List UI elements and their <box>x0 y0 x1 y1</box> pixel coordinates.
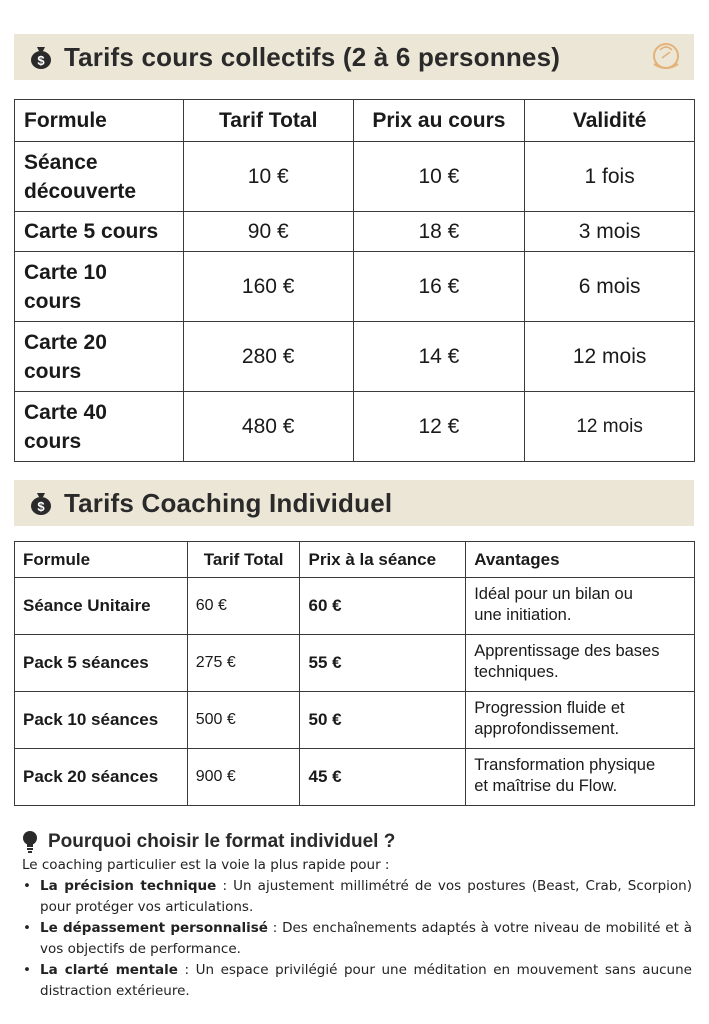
individual-coaching-table <box>14 541 695 806</box>
reasons-list <box>22 876 692 1002</box>
list-item: • La clarté mentale : Un espace privilégié pour une méditation en mouvement sans aucune distraction extérieure. <box>23 962 692 999</box>
per-class-price-cell: 14 € <box>353 322 525 392</box>
total-price-cell: 480 € <box>183 392 353 462</box>
formula-cell: Séance découverte <box>15 142 184 212</box>
total-price-cell: 60 € <box>187 578 300 635</box>
column-header: Formule <box>15 100 184 142</box>
individual-coaching-banner <box>14 480 694 526</box>
table-row <box>15 392 695 462</box>
svg-text:$: $ <box>37 53 45 68</box>
validity-cell: 12 mois <box>525 392 695 462</box>
money-bag-icon <box>28 44 54 70</box>
total-price-cell: 500 € <box>187 692 300 749</box>
table-row <box>15 212 695 252</box>
validity-cell: 12 mois <box>525 322 695 392</box>
column-header: Tarif Total <box>183 100 353 142</box>
per-session-price-cell: 50 € <box>300 692 466 749</box>
list-item: • Le dépassement personnalisé : Des enchaînements adaptés à votre niveau de mobilité et à vos objectifs de performance. <box>23 920 692 957</box>
svg-text:$: $ <box>37 499 45 514</box>
advantages-cell: Transformation physique et maîtrise du Flow. <box>466 749 695 806</box>
table-row <box>15 322 695 392</box>
table-row <box>15 578 695 635</box>
per-session-price-cell: 45 € <box>300 749 466 806</box>
total-price-cell: 275 € <box>187 635 300 692</box>
column-header: Avantages <box>466 542 695 578</box>
per-class-price-cell: 18 € <box>353 212 525 252</box>
formula-cell: Séance Unitaire <box>15 578 188 635</box>
formula-cell: Pack 5 séances <box>15 635 188 692</box>
lightbulb-icon <box>22 831 38 853</box>
collective-rates-banner <box>14 34 694 80</box>
collective-rates-title: Tarifs cours collectifs (2 à 6 personnes) <box>64 41 561 72</box>
table-row <box>15 749 695 806</box>
table-row <box>15 142 695 212</box>
table-row <box>15 252 695 322</box>
list-item: • La précision technique : Un ajustement millimétré de vos postures (Beast, Crab, Scorpion) pour protéger vos articulations. <box>23 878 692 915</box>
formula-cell: Carte 40 cours <box>15 392 184 462</box>
why-individual-section <box>22 831 692 1002</box>
table-row <box>15 635 695 692</box>
money-bag-icon <box>28 490 54 516</box>
total-price-cell: 90 € <box>183 212 353 252</box>
table-row <box>15 692 695 749</box>
total-price-cell: 900 € <box>187 749 300 806</box>
advantages-cell: Progression fluide et approfondissement. <box>466 692 695 749</box>
formula-cell: Carte 20 cours <box>15 322 184 392</box>
why-heading <box>22 831 692 853</box>
formula-cell: Carte 10 cours <box>15 252 184 322</box>
formula-cell: Carte 5 cours <box>15 212 184 252</box>
table-header-row <box>15 542 695 578</box>
logo-icon <box>644 38 688 76</box>
per-class-price-cell: 12 € <box>353 392 525 462</box>
per-class-price-cell: 16 € <box>353 252 525 322</box>
advantages-cell: Idéal pour un bilan ou une initiation. <box>466 578 695 635</box>
column-header: Prix au cours <box>353 100 525 142</box>
formula-cell: Pack 10 séances <box>15 692 188 749</box>
why-intro: Le coaching particulier est la voie la plus rapide pour : <box>22 857 390 873</box>
column-header: Prix à la séance <box>300 542 466 578</box>
per-session-price-cell: 60 € <box>300 578 466 635</box>
individual-coaching-title: Tarifs Coaching Individuel <box>64 487 393 518</box>
formula-cell: Pack 20 séances <box>15 749 188 806</box>
per-session-price-cell: 55 € <box>300 635 466 692</box>
why-heading-text: Pourquoi choisir le format individuel ? <box>48 831 396 852</box>
collective-rates-table <box>14 99 695 462</box>
total-price-cell: 10 € <box>183 142 353 212</box>
validity-cell: 6 mois <box>525 252 695 322</box>
advantages-cell: Apprentissage des bases techniques. <box>466 635 695 692</box>
table-header-row <box>15 100 695 142</box>
validity-cell: 3 mois <box>525 212 695 252</box>
column-header: Tarif Total <box>187 542 300 578</box>
total-price-cell: 160 € <box>183 252 353 322</box>
total-price-cell: 280 € <box>183 322 353 392</box>
per-class-price-cell: 10 € <box>353 142 525 212</box>
column-header: Formule <box>15 542 188 578</box>
validity-cell: 1 fois <box>525 142 695 212</box>
column-header: Validité <box>525 100 695 142</box>
